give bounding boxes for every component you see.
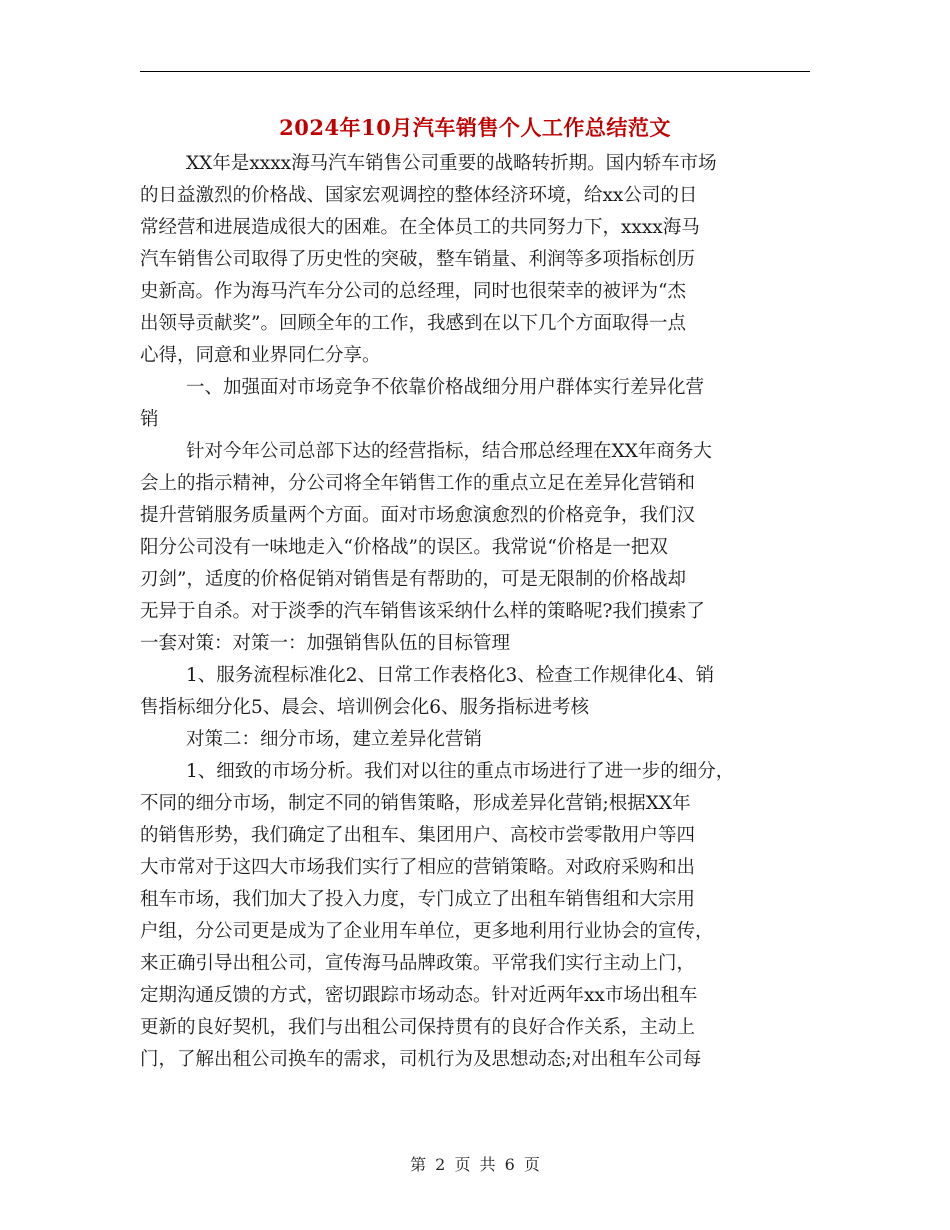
- body-text-line: 刃剑”，适度的价格促销对销售是有帮助的，可是无限制的价格战却: [140, 569, 686, 590]
- body-text-line: XX年是xxxx海马汽车销售公司重要的战略转折期。国内轿车市场: [186, 153, 717, 174]
- body-text-line: 汽车销售公司取得了历史性的突破，整车销量、利润等多项指标创历: [140, 249, 696, 270]
- body-text-line: 常经营和进展造成很大的困难。在全体员工的共同努力下，xxxx海马: [140, 217, 700, 238]
- body-text-line: 1、服务流程标准化2、日常工作表格化3、检查工作规律化4、销: [186, 665, 715, 686]
- body-text-line: 一、加强面对市场竞争不依靠价格战细分用户群体实行差异化营: [186, 377, 705, 398]
- body-text-line: 大市常对于这四大市场我们实行了相应的营销策略。对政府采购和出: [140, 857, 696, 878]
- body-text-line: 史新高。作为海马汽车分公司的总经理，同时也很荣幸的被评为“杰: [140, 281, 686, 302]
- header-rule: [140, 71, 810, 72]
- body-text-line: 户组，分公司更是成为了企业用车单位，更多地利用行业协会的宣传，: [140, 921, 714, 942]
- body-text-line: 出领导贡献奖”。回顾全年的工作，我感到在以下几个方面取得一点: [140, 313, 686, 334]
- body-text-line: 会上的指示精神，分公司将全年销售工作的重点立足在差异化营销和: [140, 473, 696, 494]
- body-text-line: 提升营销服务质量两个方面。面对市场愈演愈烈的价格竞争，我们汉: [140, 505, 696, 526]
- body-text-line: 来正确引导出租公司，宣传海马品牌政策。平常我们实行主动上门，: [140, 953, 696, 974]
- body-text-line: 门，了解出租公司换车的需求，司机行为及思想动态;对出租车公司每: [140, 1049, 702, 1070]
- body-text-line: 售指标细分化5、晨会、培训例会化6、服务指标进考核: [140, 697, 590, 718]
- body-text-line: 定期沟通反馈的方式，密切跟踪市场动态。针对近两年xx市场出租车: [140, 985, 698, 1006]
- body-text-line: 1、细致的市场分析。我们对以往的重点市场进行了进一步的细分，: [186, 761, 735, 782]
- page-number-footer: 第 2 页 共 6 页: [410, 1155, 540, 1174]
- body-text-line: 的销售形势，我们确定了出租车、集团用户、高校市尝零散用户等四: [140, 825, 696, 846]
- body-text-line: 阳分公司没有一味地走入“价格战”的误区。我常说“价格是一把双: [140, 537, 668, 558]
- body-text-line: 针对今年公司总部下达的经营指标，结合邢总经理在XX年商务大: [186, 441, 712, 462]
- body-text-line: 不同的细分市场，制定不同的销售策略，形成差异化营销;根据XX年: [140, 793, 691, 814]
- document-title: 2024年10月汽车销售个人工作总结范文: [279, 115, 671, 140]
- body-text-line: 无异于自杀。对于淡季的汽车销售该采纳什么样的策略呢?我们摸索了: [140, 601, 705, 622]
- body-text-line: 租车市场，我们加大了投入力度，专门成立了出租车销售组和大宗用: [140, 889, 696, 910]
- body-text-line: 对策二：细分市场，建立差异化营销: [186, 729, 483, 750]
- body-text-line: 的日益激烈的价格战、国家宏观调控的整体经济环境，给xx公司的日: [140, 185, 698, 206]
- body-text-line: 销: [140, 409, 159, 430]
- document-body: [140, 148, 816, 1076]
- body-text-line: 一套对策：对策一：加强销售队伍的目标管理: [140, 633, 511, 654]
- body-text-line: 心得，同意和业界同仁分享。: [140, 345, 381, 366]
- body-text-line: 更新的良好契机，我们与出租公司保持贯有的良好合作关系，主动上: [140, 1017, 696, 1038]
